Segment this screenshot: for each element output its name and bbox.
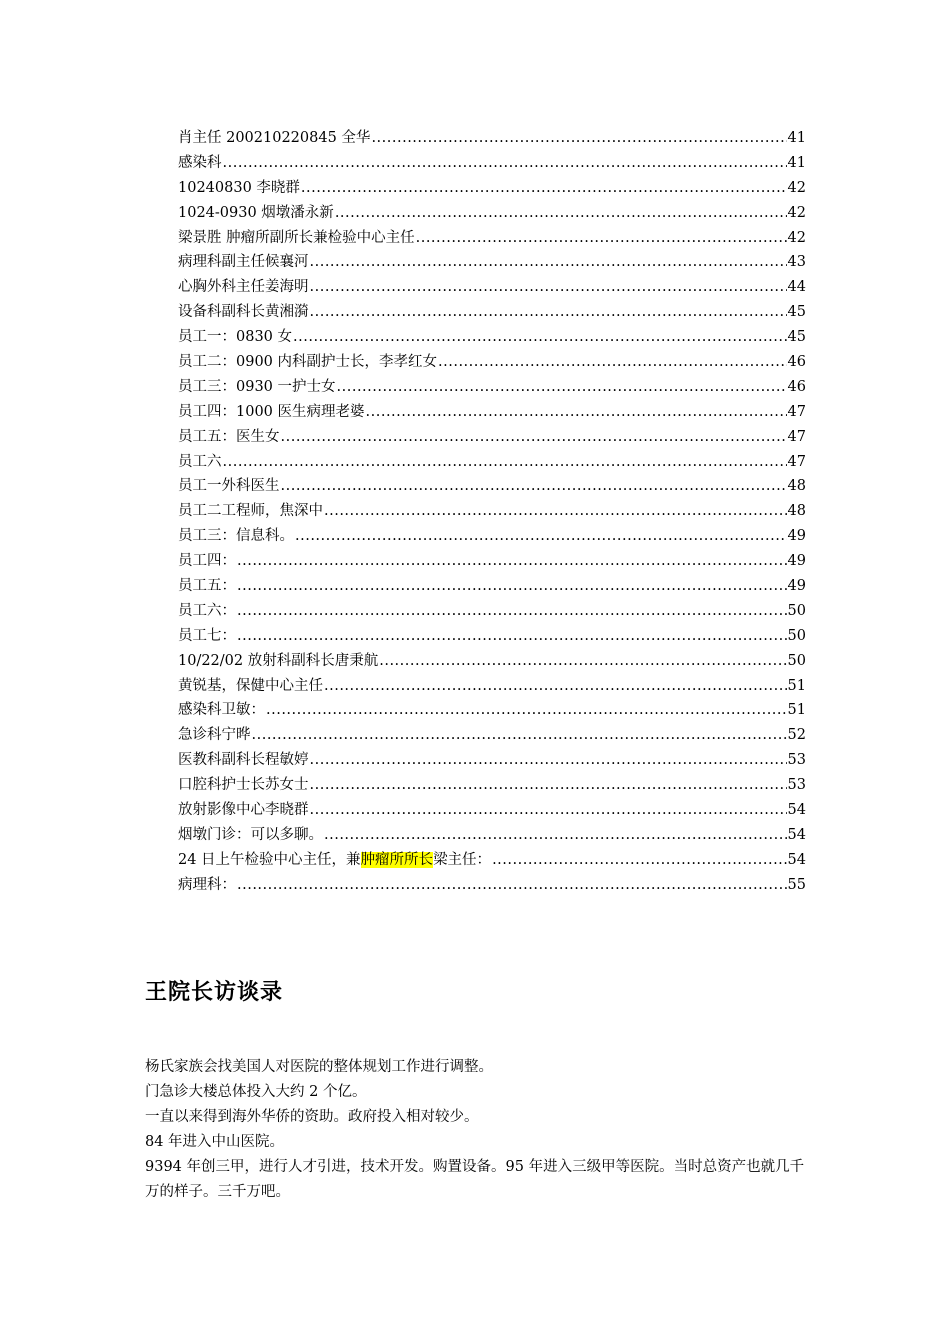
toc-leader-dots — [324, 499, 787, 524]
toc-entry-title: 黄锐基，保健中心主任 — [178, 677, 323, 694]
toc-entry-title: 肖主任 200210220845 全华 — [178, 130, 371, 146]
paragraph: 杨氏家族会找美国人对医院的整体规划工作进行调整。 — [145, 1059, 493, 1075]
toc-leader-dots — [310, 798, 787, 823]
toc-leader-dots — [416, 226, 787, 251]
toc-leader-dots — [237, 873, 787, 898]
toc-leader-dots — [492, 848, 786, 873]
toc-entry-title: 员工七： — [178, 627, 236, 644]
toc-entry[interactable] — [178, 375, 806, 400]
toc-entry-title: 员工一外科医生 — [178, 478, 280, 495]
toc-entry-title: 员工二：0900 内科副护士长，李孝红女 — [178, 354, 438, 371]
toc-entry[interactable] — [178, 599, 806, 624]
toc-entry-title-post: 梁主任： — [433, 851, 492, 868]
toc-entry-title: 感染科 — [178, 154, 222, 171]
toc-entry[interactable] — [178, 674, 806, 699]
toc-entry-title: 员工五： — [178, 578, 236, 595]
toc-entry-title: 员工三：信息科。 — [178, 528, 294, 545]
toc-entry-title — [178, 848, 491, 873]
toc-leader-dots — [324, 823, 787, 848]
paragraph: 一直以来得到海外华侨的资助。政府投入相对较少。 — [145, 1109, 479, 1125]
toc-entry[interactable] — [178, 176, 806, 201]
toc-entry[interactable] — [178, 400, 806, 425]
toc-entry[interactable] — [178, 226, 806, 251]
toc-entry-page: 48 — [787, 478, 806, 495]
paragraph: 84 年进入中山医院。 — [145, 1134, 285, 1150]
toc-entry-title: 心胸外科主任姜海明 — [178, 279, 309, 296]
toc-entry[interactable] — [178, 624, 806, 649]
toc-leader-dots — [293, 325, 787, 350]
toc-entry-title: 10240830 李晓群 — [178, 179, 300, 196]
toc-leader-dots — [281, 474, 787, 499]
toc-leader-dots — [237, 599, 787, 624]
toc-entry-title: 员工三：0930 一护士女 — [178, 378, 336, 395]
toc-entry-page: 41 — [787, 130, 806, 146]
toc-leader-dots — [366, 400, 787, 425]
toc-leader-dots — [295, 524, 787, 549]
toc-entry-page: 49 — [787, 528, 806, 545]
toc-entry[interactable] — [178, 649, 806, 674]
toc-entry-page: 47 — [787, 428, 806, 445]
toc-entry-page: 54 — [787, 802, 806, 819]
toc-leader-dots — [371, 126, 786, 151]
toc-entry-page: 45 — [787, 304, 806, 321]
toc-entry-title-pre: 24 日上午检验中心主任，兼 — [178, 851, 361, 868]
toc-leader-dots — [310, 748, 787, 773]
toc-leader-dots — [237, 574, 787, 599]
toc-entry[interactable] — [178, 450, 806, 475]
toc-entry-page: 46 — [787, 378, 806, 395]
toc-entry-page: 45 — [787, 329, 806, 346]
toc-entry-page: 46 — [787, 354, 806, 371]
toc-entry[interactable] — [178, 798, 806, 823]
toc-entry-page: 48 — [787, 503, 806, 520]
toc-entry-title: 1024-0930 烟墩潘永新 — [178, 204, 334, 221]
toc-leader-dots — [438, 350, 787, 375]
toc-entry-title: 医教科副科长程敏婷 — [178, 752, 309, 769]
toc-entry[interactable] — [178, 748, 806, 773]
toc-entry-title: 急诊科宁晔 — [178, 727, 251, 744]
toc-entry[interactable] — [178, 275, 806, 300]
toc-entry-page: 43 — [787, 254, 806, 271]
toc-entry[interactable] — [178, 474, 806, 499]
toc-entry-title: 员工六： — [178, 602, 236, 619]
toc-entry-title: 员工六 — [178, 453, 222, 470]
toc-leader-dots — [266, 698, 787, 723]
toc-entry[interactable] — [178, 524, 806, 549]
toc-leader-dots — [223, 450, 787, 475]
toc-entry[interactable] — [178, 151, 806, 176]
toc-entry-page: 53 — [787, 752, 806, 769]
toc-entry-title: 感染科卫敏： — [178, 702, 265, 719]
toc-entry[interactable] — [178, 549, 806, 574]
toc-entry-page: 51 — [787, 702, 806, 719]
toc-entry-page: 49 — [787, 553, 806, 570]
toc-entry-title: 员工二工程师，焦深中 — [178, 503, 323, 520]
toc-entry[interactable] — [178, 873, 806, 898]
toc-entry-title: 梁景胜 肿瘤所副所长兼检验中心主任 — [178, 229, 415, 246]
table-of-contents — [178, 126, 806, 898]
toc-entry[interactable] — [178, 823, 806, 848]
toc-leader-dots — [252, 723, 787, 748]
toc-leader-dots — [237, 549, 787, 574]
toc-entry[interactable] — [178, 350, 806, 375]
toc-entry-page: 44 — [787, 279, 806, 296]
toc-entry[interactable] — [178, 126, 806, 151]
toc-entry[interactable] — [178, 723, 806, 748]
toc-entry-page: 47 — [787, 453, 806, 470]
toc-entry[interactable] — [178, 848, 806, 873]
toc-leader-dots — [301, 176, 787, 201]
toc-leader-dots — [310, 300, 787, 325]
toc-entry-title: 员工四：1000 医生病理老婆 — [178, 403, 365, 420]
toc-leader-dots — [337, 375, 787, 400]
toc-leader-dots — [310, 773, 787, 798]
toc-entry-title: 烟墩门诊：可以多聊。 — [178, 826, 323, 843]
toc-entry[interactable] — [178, 574, 806, 599]
toc-entry-title: 病理科副主任候襄河 — [178, 254, 309, 271]
toc-entry[interactable] — [178, 201, 806, 226]
toc-entry[interactable] — [178, 300, 806, 325]
toc-entry[interactable] — [178, 250, 806, 275]
paragraph: 门急诊大楼总体投入大约 2 个亿。 — [145, 1084, 367, 1100]
toc-entry[interactable] — [178, 773, 806, 798]
toc-leader-dots — [223, 151, 787, 176]
toc-entry-page: 47 — [787, 403, 806, 420]
toc-entry-title: 口腔科护士长苏女士 — [178, 777, 309, 794]
toc-leader-dots — [281, 425, 787, 450]
toc-entry-page: 49 — [787, 578, 806, 595]
section-heading: 王院长访谈录 — [145, 980, 284, 1005]
toc-leader-dots — [237, 624, 787, 649]
toc-entry-title: 10/22/02 放射科副科长唐秉航 — [178, 652, 379, 669]
toc-leader-dots — [324, 674, 787, 699]
toc-entry-page: 42 — [787, 229, 806, 246]
toc-entry-title: 放射影像中心李晓群 — [178, 802, 309, 819]
toc-leader-dots — [335, 201, 787, 226]
toc-entry-page: 42 — [787, 204, 806, 221]
toc-entry-title: 员工一：0830 女 — [178, 329, 293, 346]
toc-leader-dots — [379, 649, 786, 674]
body-text — [145, 1055, 810, 1205]
toc-entry[interactable] — [178, 325, 806, 350]
toc-entry-page: 54 — [787, 851, 806, 868]
toc-entry[interactable] — [178, 499, 806, 524]
toc-entry-title: 员工五：医生女 — [178, 428, 280, 445]
toc-leader-dots — [310, 250, 787, 275]
toc-entry-title: 设备科副科长黄湘漪 — [178, 304, 309, 321]
toc-entry-page: 51 — [787, 677, 806, 694]
toc-entry-page: 42 — [787, 179, 806, 196]
toc-entry-title: 员工四： — [178, 553, 236, 570]
toc-entry[interactable] — [178, 698, 806, 723]
toc-entry-page: 50 — [787, 602, 806, 619]
toc-entry-page: 55 — [787, 876, 806, 893]
toc-entry-page: 50 — [787, 652, 806, 669]
toc-entry-page: 53 — [787, 777, 806, 794]
toc-entry-page: 41 — [787, 154, 806, 171]
highlighted-text: 肿瘤所所长 — [360, 851, 434, 868]
toc-entry-page: 52 — [787, 727, 806, 744]
toc-leader-dots — [310, 275, 787, 300]
toc-entry[interactable] — [178, 425, 806, 450]
toc-entry-page: 50 — [787, 627, 806, 644]
toc-entry-page: 54 — [787, 826, 806, 843]
toc-entry-title: 病理科： — [178, 876, 236, 893]
paragraph: 9394 年创三甲，进行人才引进，技术开发。购置设备。95 年进入三级甲等医院。当时总资产也就几千万的样子。三千万吧。 — [145, 1159, 805, 1200]
